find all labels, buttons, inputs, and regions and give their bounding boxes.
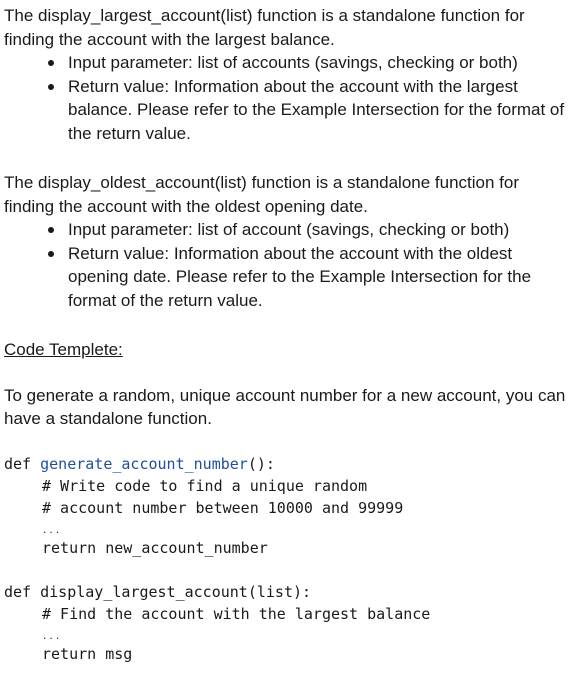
code-signature: ():	[247, 454, 275, 473]
bullet-icon	[48, 84, 54, 90]
generate-note: To generate a random, unique account number for a new account, you can have a standalone function.	[4, 385, 566, 428]
bullet-item	[48, 242, 570, 313]
bullet-icon	[48, 227, 54, 233]
bullet-text: Return value: Information about the account with the oldest opening date. Please refer to the Example Intersection for the format of the return value.	[68, 243, 532, 310]
largest-account-bullets	[4, 51, 570, 145]
code-block-largest	[4, 581, 570, 665]
bullet-text: Input parameter: list of account (savings, checking or both)	[68, 220, 510, 239]
code-ellipsis: ...	[42, 631, 62, 642]
spacer	[4, 362, 570, 384]
code-return: return new_account_number	[42, 538, 268, 557]
bullet-item	[48, 51, 570, 75]
code-keyword: def	[4, 454, 41, 473]
largest-account-description: The display_largest_account(list) function is a standalone function for finding the account with the largest balance.	[4, 6, 525, 49]
code-return: return msg	[42, 644, 133, 663]
code-block-generate	[4, 453, 570, 559]
spacer	[4, 145, 570, 171]
code-def-line: def display_largest_account(list):	[4, 582, 312, 601]
code-ellipsis: ...	[42, 525, 62, 536]
code-function-name: generate_account_number	[40, 454, 248, 473]
bullet-icon	[48, 60, 54, 66]
oldest-account-bullets	[4, 218, 570, 312]
document-page	[4, 0, 570, 665]
oldest-account-description: The display_oldest_account(list) function is a standalone function for finding the account with the oldest opening date.	[4, 173, 520, 216]
bullet-item	[48, 218, 570, 242]
code-comment: # account number between 10000 and 99999	[42, 498, 404, 517]
bullet-text: Input parameter: list of accounts (savings, checking or both)	[68, 53, 518, 72]
bullet-icon	[48, 251, 54, 257]
code-comment: # Write code to find a unique random	[42, 476, 368, 495]
code-template-heading: Code Templete:	[4, 340, 123, 359]
spacer	[4, 312, 570, 338]
spacer	[4, 431, 570, 453]
code-comment: # Find the account with the largest balance	[42, 604, 431, 623]
bullet-text: Return value: Information about the account with the largest balance. Please refer to the Example Intersection for the format of the return value.	[68, 76, 565, 143]
spacer	[4, 559, 570, 581]
bullet-item	[48, 75, 570, 146]
